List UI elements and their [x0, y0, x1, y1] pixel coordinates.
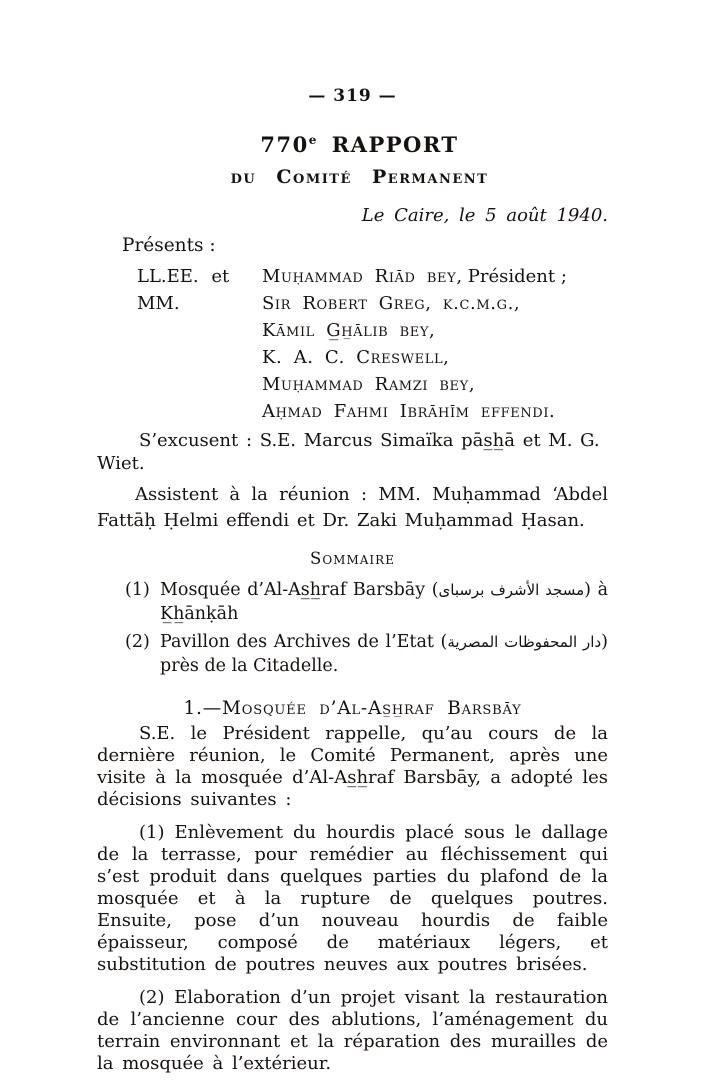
report-title-text: RAPPORT: [317, 132, 459, 157]
attendee-name: Muḥammad Ramzi bey,: [262, 374, 476, 395]
attendance-block: [97, 263, 608, 425]
sommaire-item-text: Mosquée d’Al-As̲h̲raf Barsbāy (: [160, 580, 439, 600]
dateline: Le Caire, le 5 août 1940.: [361, 205, 608, 226]
attendee-name: Kāmil G̲h̲ālib bey,: [262, 320, 436, 341]
sommaire-item-marker: (1): [125, 580, 150, 600]
body-paragraph: (2) Elaboration d’un projet visant la restauration de l’ancienne cour des ablutions, l’aménagement du terrain environnant et la réparation des murailles de la mosquée à l’extérieur.: [97, 987, 608, 1074]
arabic-phrase: مسجد الأشرف برسباى: [438, 581, 585, 599]
body-paragraph: (1) Enlèvement du hourdis placé sous le dallage de la terrasse, pour remédier au fléchissement qui s’est produit dans quelques parties du plafond de la mosquée et à la rupture de quelques poutres. Ensuite, pose d’un nouveau hourdis de faible épaisseur, composé de matériaux légers, et substitution de poutres neuves aux poutres brisées.: [97, 822, 608, 975]
excused-line: S’excusent : S.E. Marcus Simaïka pās̲h̲ā et M. G. Wiet.: [97, 430, 600, 474]
attendee-row: [262, 317, 608, 344]
body-paragraph: S.E. le Président rappelle, qu’au cours de la dernière réunion, le Comité Permanent, après une visite à la mosquée d’Al-As̲h̲raf Barsbāy, a adopté les décisions suivantes :: [97, 723, 608, 810]
attendee-name: Aḥmad Fahmi Ibrāhīm effendi.: [262, 401, 556, 422]
attendee-row: [262, 398, 608, 425]
attendee-row: [262, 371, 608, 398]
report-title: [111, 132, 608, 157]
attendee-role: , Président ;: [456, 266, 567, 287]
sommaire-item-marker: (2): [125, 632, 150, 652]
sommaire-item: [97, 578, 608, 626]
report-title-ordinal: e: [308, 133, 318, 147]
attendance-prefix: LL.EE. et MM.: [137, 266, 230, 314]
attendee-list: [262, 263, 608, 425]
report-title-number: 770: [260, 132, 309, 157]
attendee-row: [262, 344, 608, 371]
sommaire-heading: Sommaire: [310, 549, 395, 568]
page-number: — 319 —: [308, 86, 397, 106]
sommaire-list: [97, 578, 608, 678]
sommaire-item-text: ) près de la Citadelle.: [160, 632, 608, 676]
presents-label: Présents :: [122, 235, 216, 256]
arabic-phrase: دار المحفوظات المصرية: [447, 633, 602, 651]
section-heading: 1.—Mosquée d’Al-As̲h̲raf Barsbāy: [183, 698, 522, 719]
sommaire-item-text: ) à K̲h̲ānḳāh: [160, 580, 608, 624]
assistants-line: Assistent à la réunion : MM. Muḥammad ‘Abdel Fattāḥ Ḥelmi effendi et Dr. Zaki Muḥammad Ḥasan.: [97, 484, 608, 531]
attendee-row: [262, 290, 608, 317]
attendee-name: Sir Robert Greg, k.c.m.g.,: [262, 293, 521, 314]
attendee-row: [262, 263, 608, 290]
sommaire-item: [97, 630, 608, 678]
report-subtitle: du Comité Permanent: [230, 166, 489, 188]
attendee-name: K. A. C. Creswell,: [262, 347, 450, 368]
sommaire-item-text: Pavillon des Archives de l’Etat (: [160, 632, 448, 652]
attendee-name: Muḥammad Riād bey: [262, 266, 457, 287]
